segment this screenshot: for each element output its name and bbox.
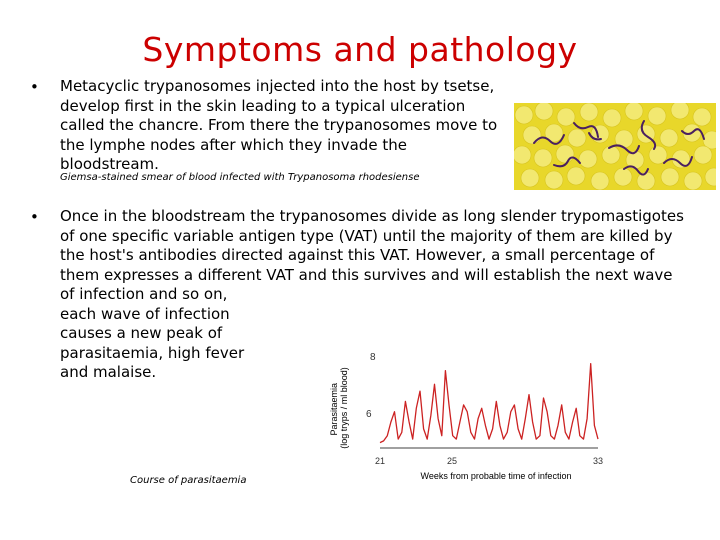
paragraph-line: causes a new peak of [60,324,223,342]
bullet-1: • [30,78,39,96]
paragraph-line: the host's antibodies directed against this VAT. However, a small percentage of [60,246,655,264]
paragraph-line: parasitaemia, high fever [60,343,245,362]
slide-title: Symptoms and pathology [142,30,578,69]
chart-caption: Course of parasitaemia [130,475,247,486]
parasitaemia-chart [328,338,618,488]
x-tick-label-25: 25 [446,456,458,466]
y-axis-label-line-2: (log tryps / ml blood) [339,367,349,449]
chart-svg [328,338,618,488]
chart-plot [380,364,598,443]
y-tick-label-6: 6 [366,409,372,420]
x-axis-label: Weeks from probable time of infection [420,471,572,481]
paragraph-line: each wave of infection [60,304,230,323]
y-axis-label [329,367,349,449]
paragraph-line: Once in the bloodstream the trypanosomes divide as long slender trypomastigotes [60,207,684,225]
bullet-2: • [30,208,39,226]
blood-smear-svg [514,103,716,190]
x-tick-label-21: 21 [374,456,386,466]
x-tick-label-33: 33 [592,456,604,466]
paragraph-line: them expresses a different VAT and this survives and will establish the next wave [60,265,673,284]
y-axis-label-line-1: Parasitaemia [329,382,339,436]
y-tick-label-8: 8 [370,352,376,363]
paragraph-line: and malaise. [60,363,157,381]
image-caption: Giemsa-stained smear of blood infected with Trypanosoma rhodesiense [60,172,420,183]
paragraph-line: of infection and so on, [60,285,228,303]
paragraph-chancre: Metacyclic trypanosomes injected into the host by tsetse, develop first in the skin leading to a typical ulceration called the chancre. From there the trypanosomes move to the lymphe nodes after which they invade the bloodstream. [60,77,498,173]
blood-smear-image [514,103,716,190]
series-line-parasitaemia [380,364,598,443]
paragraph-line: of one specific variable antigen type (VAT) until the majority of them are killed by [60,226,673,245]
